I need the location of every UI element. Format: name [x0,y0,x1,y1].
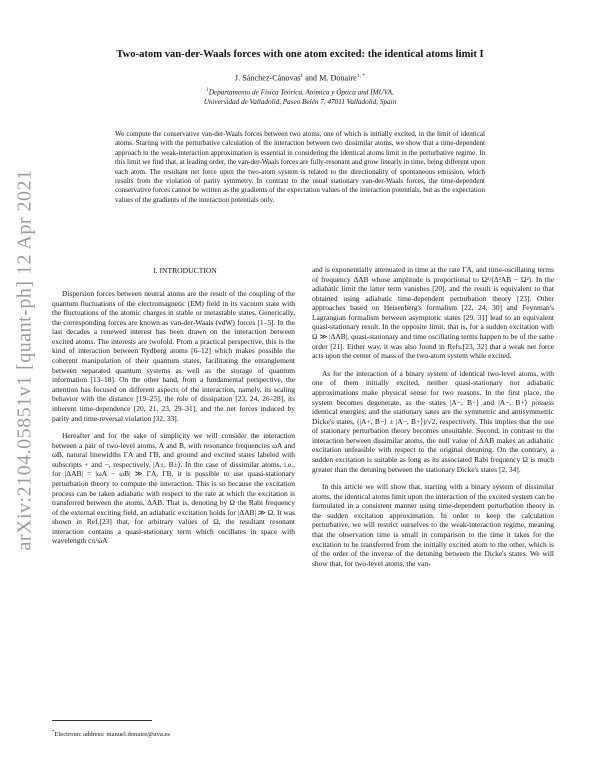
abstract: We compute the conservative van-der-Waals forces between two atoms, one of which is initially excited, in the limit of identical atoms. Starting with the perturbative calculation of the interaction between two dissimilar atoms, we show that a time-dependent approach in the weak-interaction approximation is essential in considering the identical atoms limit in the perturbative regime. In this limit we find that, at leading order, the van-der-Waals forces are fully-resonant and grow linearly in time, being different upon each atom. The resultant net force upon the two-atom system is related to the directionality of spontaneous emission, which results from the violation of parity symmetry. In contrast to the usual stationary van-der-Waals forces, the time-dependent conservative forces cannot be written as the gradients of the expectation values of the interaction potentials, but as the expectation values of the gradients of the interaction potentials only. [115,130,485,204]
left-column [52,289,295,546]
arxiv-id: arXiv:2104.05851v1 [quant-ph] 12 Apr 2021 [13,169,36,551]
affiliation-line: Universidad de Valladolid, Paseo Belén 7, 47011 Valladolid, Spain [203,98,397,107]
paragraph: and is exponentially attenuated in time at the rate ΓA, and time-oscillating terms of frequency ΔAB whose amplitude is proportional to Ω²/(Δ²AB − Ω²). In the adiabatic limit the latter term vanishes [20], and the result is equivalent to that obtained using adiabatic time-dependent perturbation theory [23]. Other approaches based on Heisenberg's formalism [22, 24, 30] and Feynman's Lagrangian formalism between asymptotic states [29, 31] lead to an equivalent quasi-stationary result. In the opposite limit, that is, for a sudden excitation with Ω ≫ |ΔAB|, quasi-stationary and time oscillating terms happen to be of the same order [21]. Either way, it was also found in Refs.[23, 32] that a weak net force acts upon the center of mass of the two-atom system while excited. [312,265,554,361]
affiliation-marker: 1, * [356,73,366,79]
footnote-rule [52,720,152,721]
affiliation-marker: 1 [206,88,209,93]
affiliation-marker: 1 [300,73,304,79]
paragraph: As for the interaction of a binary system of identical two-level atoms, with one of them initially excited, neither quasi-stationary nor adiabatic approximations make physical sense for two reasons. In the first place, the system becomes degenerate, as the states |A−, B−⟩ and |A−, B+⟩ possess identical energies, and the stationary sates are the symmetric and antisymmetric Dicke's states, (|A+, B−⟩ ± |A−, B+⟩)/√2, respectively. This implies that the use of stationary perturbation theory becomes unsuitable. Second, in contrast to the interaction between dissimilar atoms, the null value of ΔAB makes an adiabatic excitation unfeasible with respect to the original detuning. On the contrary, a sudden excitation is suitable as long as its associated Rabi frequency Ω is much greater than the detuning between the stationary Dicke's states [2, 34]. [312,368,554,474]
footnote-marker: * [52,730,55,735]
paragraph: In this article we will show that, starting with a binary system of dissimilar atoms, the identical atoms limit upon the interaction of the excited system can be formulated in a consistent manner using time-dependent perturbation theory in the sudden excitation approximation. In order to keep the calculation perturbative, we will restrict ourselves to the weak-interaction regime, meaning that the observation time is small in comparison to the time it takes for the excitation to be transferred from the initially excited atom to the other, which is of the order of the inverse of the detuning between the Dicke's states. We will show that, for two-level atoms, the van- [312,482,554,568]
affiliation [40,86,560,108]
author-name: and M. Donaire [303,73,357,83]
right-column [312,265,554,568]
paper-title: Two-atom van-der-Waals forces with one atom excited: the identical atoms limit I [116,49,484,60]
arxiv-sidebar [10,150,40,570]
affiliation-line: Departamento de Física Teórica, Atómica y Óptica and IMUVA, [208,88,394,97]
paragraph: Hereafter and for the sake of simplicity we will consider the interaction between a pair of two-level atoms, A and B, with resonance frequencies ωA and ωB, natural linewidths ΓA and ΓB, and ground and excited states labeled with subscripts + and −, respectively, |A±, B±⟩. In the case of dissimilar atoms, i.e., for |ΔAB| = |ωA − ωB| ≫ ΓA, ΓB, it is possible to use quasi-stationary perturbation theory to compute the interaction. This is so because the excitation process can be taken adiabatic with respect to the rate at which the excitation is transferred between the atoms, ΔAB. That is, denoting by Ω the Rabi frequency of the external exciting field, an adiabatic excitation holds for |ΔAB| ≫ Ω. It was shown in Ref.[23] that, for arbitrary values of Ω, the resultant resonant interaction contains a quasi-stationary term which oscillates in space with wavelength cπ/ωA [52,431,295,546]
author-list [40,73,560,83]
paragraph: Dispersion forces between neutral atoms are the result of the coupling of the quantum fluctuations of the electromagnetic (EM) field in its vacuum state with the fluctuations of the atomic charges in stable or metastable states. Generically, the corresponding forces are known as van-der-Waals (vdW) forces [1–5]. In the last decades a renewed interest has been drawn on the interaction between excited atoms. The interests are twofold. From a practical perspective, this is the kind of interaction between Rydberg atoms [6–12] which makes possible the coherent manipulation of their quantum states, facilitating the entanglement between separated quantum systems as well as the storage of quantum information [13–18]. On the other hand, from a fundamental perspective, the attention has focused on different aspects of the interaction, namely, its scaling behavior with the distance [19–25], the role of dissipation [23, 24, 26–28], its inherent time-dependence [20, 21, 23, 29–31], and the net forces induced by parity and time-reversal violation [32, 33]. [52,289,295,423]
author-name: J. Sánchez-Cánovas [234,73,301,83]
footnote [52,730,312,738]
section-heading: I. INTRODUCTION [153,266,217,275]
footnote-text: Electronic address: manuel.donaire@uva.es [54,731,170,739]
